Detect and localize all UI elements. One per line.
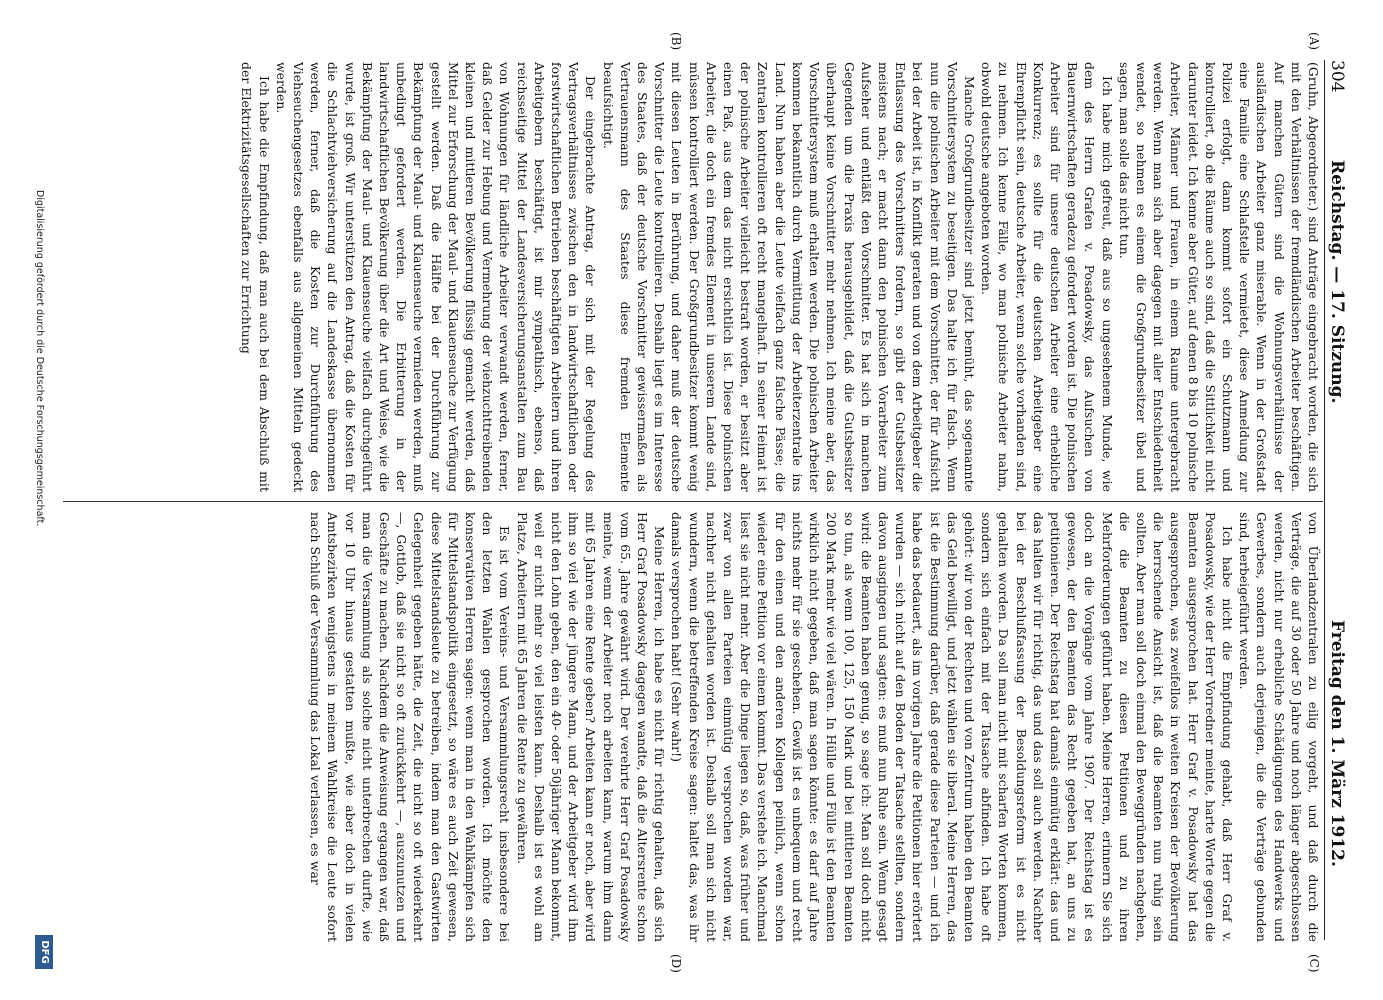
header-rule (1324, 60, 1325, 940)
paragraph: (Gruhn, Abgeordneter.) sind Anträge eingebracht worden, die sich mit den Verhältnissen der fremdländischen Arbeiter beschäftigen. Auf manchen Gütern sind die Wohnungsverhältnisse der ausländischen Arbeiter ganz miserable. Wenn in der Großstadt eine Familie eine Schlafstelle vermietet, diese Anmeldung zur Polizei erfolgt, dann kommt sofort ein Schutzmann und kontrolliert, ob die Räume auch so sind, daß die Sittlichkeit nicht darunter leidet. Ich kenne aber Güter, auf denen 8 bis 10 polnische Arbeiter, Männer und Frauen, in einem Raume untergebracht werden. Wenn man sich aber dagegen mit aller Entschiedenheit wendet, so nehmen es einem die Großgrundbesitzer übel und sagen, man solle das nicht tun. (1116, 62, 1320, 492)
header-right-date: Freitag den 1. März 1912. (1327, 620, 1347, 867)
left-column (63, 62, 1321, 492)
paragraph: Ich habe die Empfindung, daß man auch bei dem Abschluß mit der Elektrizitätsgesellschaften zur Errichtung (239, 62, 271, 492)
margin-marker-c: (C) (1307, 954, 1321, 973)
paragraph: Ich habe nicht die Empfindung gehabt, daß Herr Graf v. Posadowsky, wie der Herr Vorredner meinte, harte Worte gegen die Beamten ausgesprochen hat. Herr Graf v. Posadowsky hat das ausgesprochen, was zweifellos in weiten Kreisen der Bevölkerung die herrschende Ansicht ist, daß die Beamten nun ruhig sein sollten. Aber man soll doch einmal den Beweggründen nachgehen, die die Beamten zu diesen Petitionen und zu ihren Mehrforderungen geführt haben. Meine Herren, erinnern Sie sich doch an die Vorgänge vom Jahre 1907. Der Reichstag ist es gewesen, der den Beamten das Recht gegeben hat, an uns zu petitionieren. Der Reichstag hat damals einmütig erklärt: das und das halten wir für richtig, das und das soll auch werden. Nachher bei der Beschlußfassung der Besoldungsreform ist es nicht gehalten worden. Da soll man nicht mit scharfen Worten kommen, sondern sich einfach mit der Tatsache abfinden. Ich habe oft gehört: wir von der Rechten und von Zentrum haben den Beamten das Geld bewilligt, und jetzt wählen sie liberal. Meine Herren, das ist die Bestimmung darüber, daß gerade diese Parteien — und ich habe das bedauert, als im vorigen Jahre die Petitionen hier erörtert wurden — sich nicht auf den Boden der Tatsache stellten, sondern davon ausgingen und sagten: es muß nun Ruhe sein. Wenn gesagt wird: die Beamten haben genug, so sage ich: Man soll doch nicht so tun, als wenn 100, 125, 150 Mark und bei mittleren Beamten 200 Mark mehr wie viel wären. In Hülle und Fülle ist den Beamten wirklich nicht gegeben, daß man sagen könnte: es darf auf Jahre nichts mehr für sie geschehen. Gewiß ist es unbequem und recht für den einen und den anderen Kollegen peinlich, wenn schon wieder eine Petition vor einem kommt. Das verstehe ich. Manchmal liest sie nicht mehr. Aber die Dinge liegen so, daß, was früher und zwar von allen Parteien einmütig versprochen worden war, nachher nicht gehalten worden ist. Deshalb soll man sich nicht wundern, wenn die betreffenden Kreise sagen: haltet das, was ihr damals versprochen habt! (Sehr wahr!) (669, 512, 1234, 942)
paragraph: Ich habe mich gefreut, daß aus so ungesehenem Munde, wie dem des Herrn Grafen v. Posadowsky, das Aufsuchen von Bauernwirtschaften geradezu gefordert worden ist. Die polnischen Arbeiter sind für unsere deutschen Arbeiter eine erhebliche Konkurrenz; es sollte für die deutschen Arbeitgeber eine Ehrenpflicht sein, deutsche Arbeiter, wenn solche vorhanden sind, zu nehmen. Ich kenne Fälle, wo man polnische Arbeiter nahm, obwohl deutsche angeboten worden. (979, 62, 1114, 492)
paragraph: Meine Herren, ich habe es nicht für richtig gehalten, daß sich Herr Graf Posadowsky dagegen wandte, daß die Altersrente schon vom 65. Jahre gewährt wird. Der verehrte Herr Graf Posadowsky meinte, wenn der Arbeiter noch arbeiten kann, warum ihm dann mit 65 Jahren eine Rente geben? Arbeiten kann er noch, aber wird ihm so viel wie der jüngere Mann, und der Arbeitgeber wird ihm nicht den Lohn geben, den ein 40- oder 50jähriger Mann bekommt, weil er nicht mehr so viel leisten kann. Deshalb ist es wohl am Platze, Arbeitern mit 65 Jahren die Rente zu gewähren. (514, 512, 667, 942)
paragraph: Manche Großgrundbesitzer sind jetzt bemüht, das sogenannte Vorschnittersystem zu beseitigen. Das halte ich für falsch. Wenn nun die polnischen Arbeiter mit dem Vorschnitter, der für Aufsicht bei der Arbeit ist, in Konflikt geraten und von dem Arbeitgeber die Entlassung des Vorschnitters fordern, so gibt der Gutsbesitzer meistens nach; er macht dann den polnischen Vorarbeiter zum Aufseher und entläßt den Vorschnitter. Es hat sich in manchen Gegenden um die Praxis herausgebildet, daß die Gutsbesitzer überhaupt keine Vorschnitter mehr nehmen. Ich meine aber, das Vorschnittersystem muß erhalten werden. Die polnischen Arbeiter kommen bekanntlich durch Vermittlung der Arbeiterzentrale ins Land. Nun haben aber die Leute vielfach ganz falsche Pässe; die Zentralen kontrollieren oft recht mangelhaft. In seiner Heimat ist der polnische Arbeiter vielleicht bestraft worden, er besitzt aber einen Paß, aus dem das nicht ersichtlich ist. Diese polnischen Arbeiter, die doch ein fremdes Element in unserem Lande sind, müssen kontrolliert werden. Der Großgrundbesitzer kommt wenig mit diesen Leuten in Berührung, und daher muß der deutsche Vorschnitter die Leute kontrollieren. Deshalb liegt es im Interesse des Staates, daß der deutsche Vorschnitter gewissermaßen als Vertrauensmann des Staates diese fremden Elemente beaufsichtigt. (600, 62, 976, 492)
paragraph: Der eingebrachte Antrag, der sich mit der Regelung des Vertragsverhältnisses zwischen den in landwirtschaftlichen oder forstwirtschaftlichen Betrieben beschäftigten Arbeitern und ihren Arbeitgebern beschäftigt, ist mir sympathisch, ebenso, daß reichsseitige Mittel der Landesversicherungsanstalten zum Bau von Wohnungen für ländliche Arbeiter verwandt werden, ferner, daß Gelder zur Hebung und Vermehrung der viehzuchttreibenden kleinen und mittleren Bevölkerung flüssig gemacht werden, daß Mittel zur Erforschung der Maul- und Klauenseuche zur Verfügung gestellt werden. Daß die Hälfte bei der Durchführung zur Bekämpfung der Maul- und Klauenseuche vermieden werden, muß unbedingt gefordert werden. Die Erbitterung in der landwirtschaftlichen Bevölkerung über die Art und Weise, wie die Bekämpfung der Maul- und Klauenseuche vielfach durchgeführt wurde, ist groß. Wir unterstützen den Antrag, daß die Kosten für die Schlachtviehversicherung auf die Landeskasse übernommen werden, ferner, daß die Kosten zur Durchführung des Viehseuchengesetzes ebenfalls aus allgemeinen Mitteln gedeckt werden. (273, 62, 598, 492)
paragraph: von Überlandzentralen zu eilig vorgeht, und daß durch die Verträge, die auf 30 oder 50 Jahre und noch länger abgeschlossen werden, nicht nur erhebliche Schädigungen des Handwerks und Gewerbes, sondern auch derjenigen, die die Verträge gebunden sind, herbeigeführt werden. (1237, 512, 1320, 942)
digitization-credit: Digitalisierung gefördert durch die Deutsche Forschungsgemeinschaft. (34, 190, 45, 527)
column-divider (63, 501, 1323, 502)
margin-marker-b: (B) (669, 32, 683, 51)
margin-marker-d: (D) (669, 954, 683, 973)
right-column (63, 512, 1321, 942)
paragraph: Es ist vom Vereins- und Versammlungsrecht insbesondere bei den letzten Wahlen gesprochen worden. Ich möchte den konservativen Herren sagen: wenn man in den Wahlkämpfen sich für Mittelstandspolitik eingesetzt, so wäre es auch Zeit gewesen, diese Mittelstandsleute zu betreiben, indem man den Gastwirten Gelegenheit gegeben hätte, die Zeit, die nicht so oft wiederkehrt —, Gottlob, daß sie nicht so oft zurückkehrt —, auszunutzen und Geschäfte zu machen. Nachdem die Anweisung ergangen war, daß man die Versammlung als solche nicht unterbrechen durfte, wie vor 10 Uhr hinaus gestatten mußte, wie aber doch in vielen Amtsbezirken wenigstens in meinem Wahlkreise die Leute sofort nach Schluß der Versammlung das Lokal verlassen, es war (308, 512, 512, 942)
page-number: 304 (1327, 60, 1347, 93)
page-header (1323, 60, 1353, 940)
header-left-title: Reichstag. — 17. Sitzung. (1327, 160, 1347, 404)
margin-marker-a: (A) (1307, 32, 1321, 51)
dfg-logo: DFG (35, 935, 53, 969)
